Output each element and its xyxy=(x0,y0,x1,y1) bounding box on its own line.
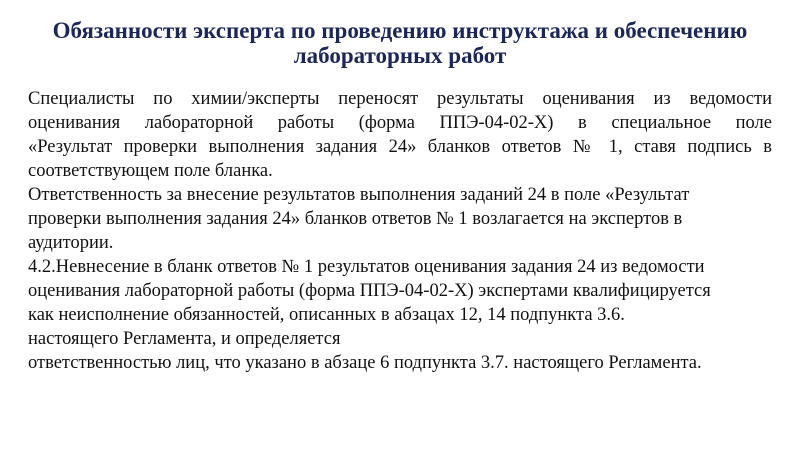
text-line: оценивания лабораторной работы (форма ППЭ-04-02-Х) экспертами квалифицируется xyxy=(28,281,711,301)
paragraph-responsibility xyxy=(28,183,772,255)
slide-body xyxy=(28,87,772,375)
paragraph-4-2 xyxy=(28,255,772,375)
slide-title-line: лабораторных работ xyxy=(293,43,507,68)
text-line: соответствующем поле бланка. xyxy=(28,161,273,181)
text-line: настоящего Регламента, и определяется xyxy=(28,329,341,349)
text-line: проверки выполнения задания 24» бланков ответов № 1 возлагается на экспертов в xyxy=(28,209,683,229)
text-line: как неисполнение обязанностей, описанных в абзацах 12, 14 подпункта 3.6. xyxy=(28,305,625,325)
text-line: 4.2.Невнесение в бланк ответов № 1 результатов оценивания задания 24 из ведомости xyxy=(28,257,705,277)
paragraph-expert-transfer xyxy=(28,87,772,183)
text-line: Ответственность за внесение результатов выполнения заданий 24 в поле «Результат xyxy=(28,185,690,205)
slide-title-line: Обязанности эксперта по проведению инструктажа и обеспечению xyxy=(52,18,748,43)
text-line: Специалисты по химии/эксперты переносят результаты оценивания из ведомости xyxy=(28,89,772,109)
slide-title xyxy=(0,18,800,68)
text-line: «Результат проверки выполнения задания 24» бланков ответов № 1, ставя подпись в xyxy=(28,137,772,157)
text-line: аудитории. xyxy=(28,233,114,253)
text-line: оценивания лабораторной работы (форма ППЭ-04-02-Х) в специальное поле xyxy=(28,113,772,133)
text-line: ответственностью лиц, что указано в абзаце 6 подпункта 3.7. настоящего Регламента. xyxy=(28,353,702,373)
